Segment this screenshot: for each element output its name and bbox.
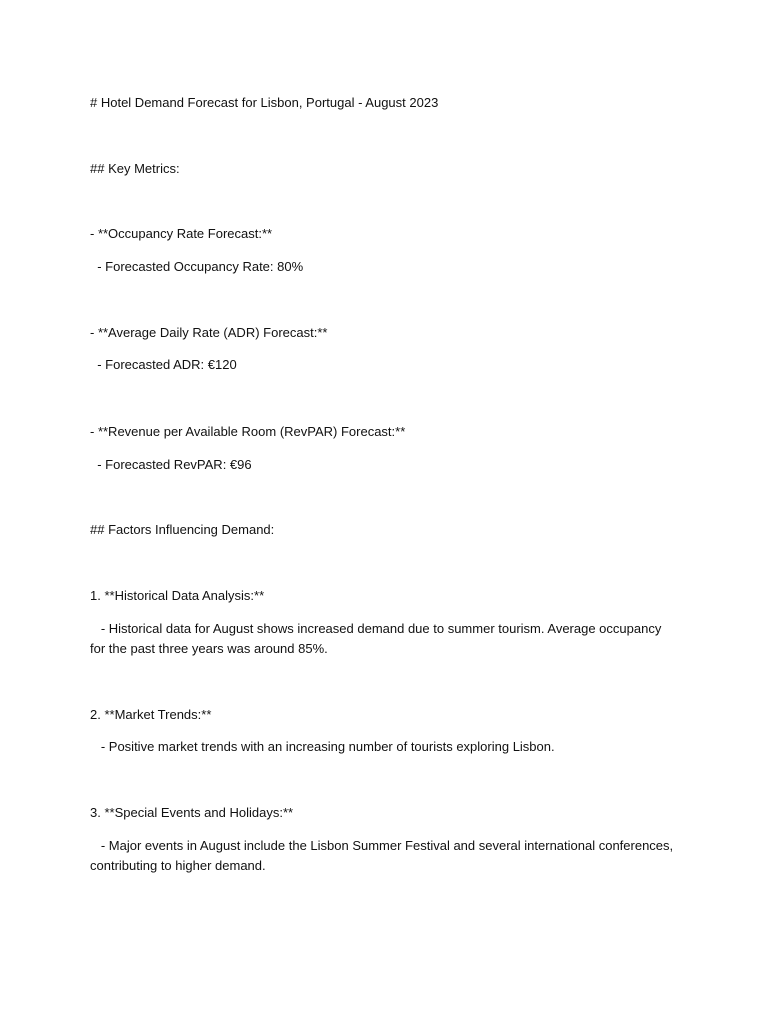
- key-metrics-heading: ## Key Metrics:: [90, 161, 180, 176]
- factor1-text: - Historical data for August shows increased demand due to summer tourism. Average occupancy for the past three years was around 85%.: [90, 621, 665, 656]
- document-title: # Hotel Demand Forecast for Lisbon, Portugal - August 2023: [90, 95, 439, 110]
- factor3-heading: 3. **Special Events and Holidays:**: [90, 805, 294, 820]
- adr-value: - Forecasted ADR: €120: [90, 357, 237, 372]
- occupancy-heading: - **Occupancy Rate Forecast:**: [90, 226, 273, 241]
- adr-heading: - **Average Daily Rate (ADR) Forecast:**: [90, 325, 328, 340]
- factor2-text: - Positive market trends with an increasing number of tourists exploring Lisbon.: [90, 739, 555, 754]
- occupancy-value: - Forecasted Occupancy Rate: 80%: [90, 259, 304, 274]
- factors-heading: ## Factors Influencing Demand:: [90, 522, 275, 537]
- revpar-heading: - **Revenue per Available Room (RevPAR) Forecast:**: [90, 424, 406, 439]
- revpar-value: - Forecasted RevPAR: €96: [90, 457, 252, 472]
- factor1-heading: 1. **Historical Data Analysis:**: [90, 588, 265, 603]
- factor3-text: - Major events in August include the Lisbon Summer Festival and several international conferences, contributing to higher demand.: [90, 838, 677, 873]
- factor2-heading: 2. **Market Trends:**: [90, 707, 212, 722]
